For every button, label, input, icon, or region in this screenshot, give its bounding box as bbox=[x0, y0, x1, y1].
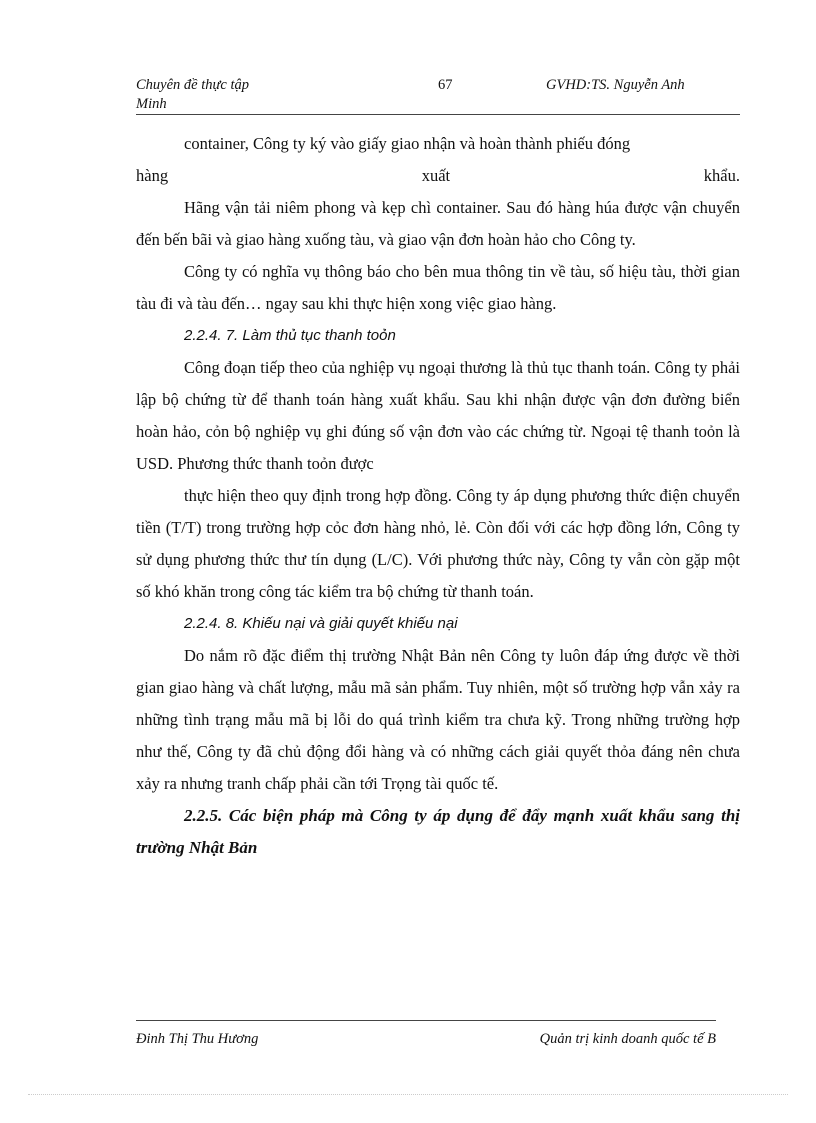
page-footer bbox=[136, 1020, 716, 1051]
paragraph-container-handover bbox=[136, 128, 740, 160]
section-heading-measures: 2.2.5. Các biện pháp mà Công ty áp dụng để đẩy mạnh xuất khẩu sang thị trường Nhật Bản bbox=[136, 806, 740, 857]
header-report-title: Chuyên đề thực tập bbox=[136, 77, 250, 93]
footer-author: Đinh Thị Thu Hương bbox=[136, 1031, 259, 1047]
paragraph-line: container, Công ty ký vào giấy giao nhận và hoàn thành phiếu đóng bbox=[184, 134, 631, 153]
paragraph-payment-methods: thực hiện theo quy định trong hợp đồng. Công ty áp dụng phương thức điện chuyển tiền (T/T) trong trường hợp cỏc đơn hàng nhỏ, lẻ. Còn đối với các hợp đồng lớn, Công ty sử dụng phương thức thư tín dụng (L/C). Với phương thức này, Công ty vẫn còn gặp một số khó khăn trong công tác kiểm tra bộ chứng từ thanh toán. bbox=[136, 486, 740, 601]
footer-course: Quản trị kinh doanh quốc tế B bbox=[539, 1031, 716, 1047]
subheading-payment: 2.2.4. 7. Làm thủ tục thanh toỏn bbox=[184, 327, 396, 344]
header-supervisor: GVHD:TS. Nguyễn Anh bbox=[546, 77, 685, 93]
paragraph-line-spread: hàng xuất khẩu. bbox=[136, 166, 740, 185]
page-body bbox=[136, 128, 740, 864]
page-number: 67 bbox=[438, 77, 453, 93]
paragraph-shipping: Hãng vận tải niêm phong và kẹp chì container. Sau đó hàng húa được vận chuyển đến bến bãi và giao hàng xuống tàu, và giao vận đơn hoàn hảo cho Công ty. bbox=[136, 198, 740, 249]
paragraph-complaints: Do nắm rõ đặc điểm thị trường Nhật Bản nên Công ty luôn đáp ứng được về thời gian giao hàng và chất lượng, mẫu mã sản phẩm. Tuy nhiên, một số trường hợp vẫn xảy ra những tình trạng mẫu mã bị lỗi do quá trình kiểm tra chưa kỹ. Trong những trường hợp như thế, Công ty đã chủ động đổi hàng và có những cách giải quyết thỏa đáng nên chưa xảy ra nhưng tranh chấp phải cần tới Trọng tài quốc tế. bbox=[136, 646, 740, 793]
paragraph-payment: Công đoạn tiếp theo của nghiệp vụ ngoại thương là thủ tục thanh toán. Công ty phải lập bộ chứng từ để thanh toán hàng xuất khẩu. Sau khi nhận được vận đơn đường biển hoàn hảo, cỏn bộ nghiệp vụ ghi đúng số vận đơn vào các chứng từ. Ngoại tệ thanh toỏn là USD. Phương thức thanh toỏn được bbox=[136, 358, 740, 473]
header-supervisor-continued: Minh bbox=[136, 96, 167, 112]
paragraph-notification: Công ty có nghĩa vụ thông báo cho bên mua thông tin về tàu, số hiệu tàu, thời gian tàu đi và tàu đến… ngay sau khi thực hiện xong việc giao hàng. bbox=[136, 262, 740, 313]
page-header bbox=[136, 76, 740, 115]
page-bottom-rule bbox=[28, 1094, 788, 1095]
subheading-complaints: 2.2.4. 8. Khiếu nại và giải quyết khiếu nại bbox=[184, 615, 458, 632]
